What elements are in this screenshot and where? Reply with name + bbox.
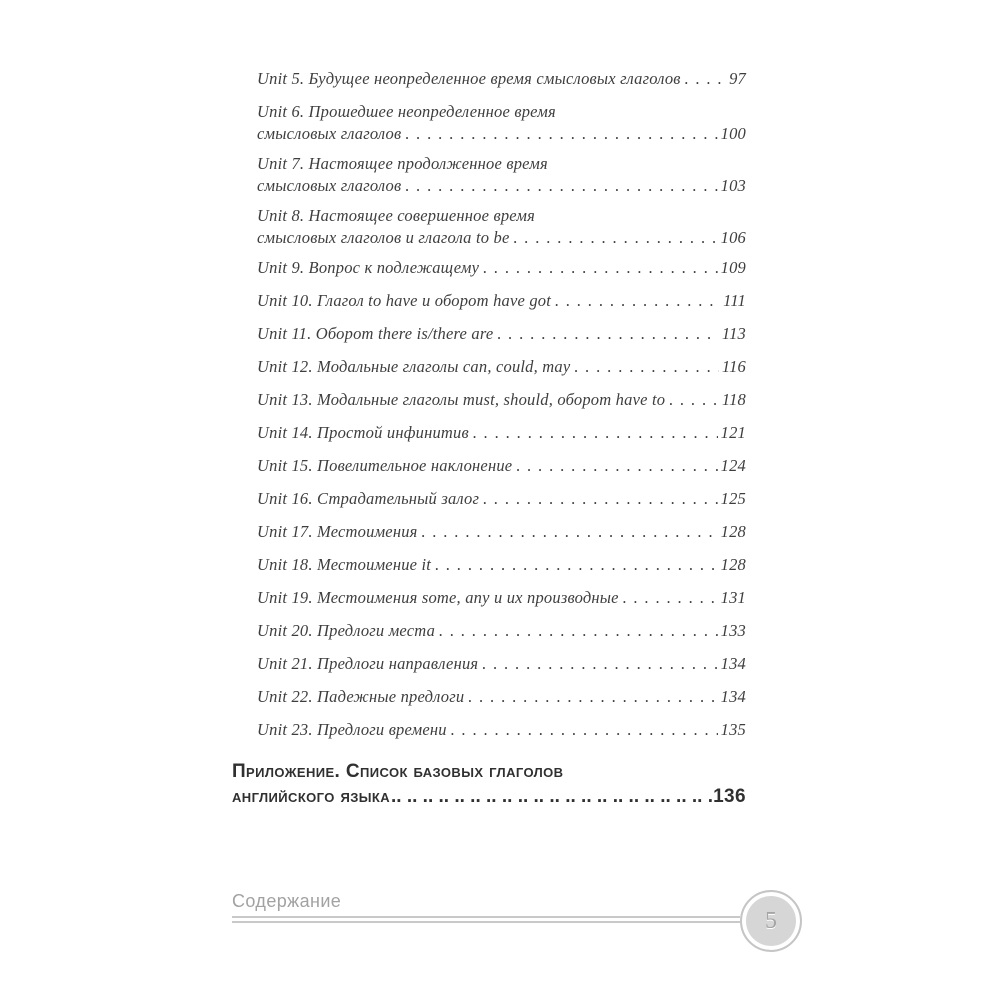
toc-entry-row: [257, 686, 746, 708]
toc-entry: [232, 323, 746, 345]
dot-leader: [422, 521, 718, 543]
toc-entry: [232, 653, 746, 675]
toc-entry-row: [257, 68, 746, 90]
toc-entry: [232, 389, 746, 411]
toc-entry-page: 97: [729, 69, 746, 88]
toc-entry-page: 109: [720, 258, 746, 277]
toc-entry-row: [257, 323, 746, 345]
toc-entry-title: Unit 15. Повелительное наклонение: [257, 456, 513, 475]
toc-entry-page: 135: [720, 720, 746, 739]
toc-entry: [232, 257, 746, 279]
dot-leader: [574, 356, 718, 378]
toc-entry-row: [257, 554, 746, 576]
toc-entry-row: [257, 620, 746, 642]
dot-leader: [405, 175, 717, 197]
toc-entry-title: Unit 16. Страдательный залог: [257, 489, 480, 508]
dot-leader: [516, 455, 717, 477]
toc-entry-page: 100: [720, 124, 746, 143]
dot-leader: [451, 719, 718, 741]
toc-entry-title: смысловых глаголов: [257, 176, 402, 195]
toc-entry-title: Unit 13. Модальные глаголы must, should, оборот have to: [257, 390, 666, 409]
toc-entry-row: [257, 422, 746, 444]
dot-leader: [435, 554, 718, 576]
dot-leader: [555, 290, 720, 312]
dot-leader: [483, 257, 718, 279]
toc-entry-page: 124: [720, 456, 746, 475]
toc-entry-title: Unit 10. Глагол to have и оборот have got: [257, 291, 552, 310]
page-number: 5: [765, 907, 777, 934]
toc-entry: [232, 620, 746, 642]
toc-entry: [232, 205, 746, 249]
toc-entry-page: 118: [721, 390, 746, 409]
footer-double-rule: [232, 916, 740, 923]
toc-entry-row: [257, 455, 746, 477]
dot-leader: [685, 68, 726, 90]
toc-entry: [232, 290, 746, 312]
dot-leader: [468, 686, 717, 708]
toc-entry-row: [257, 290, 746, 312]
toc-entry-page: 111: [723, 291, 746, 310]
toc-entry-title: Unit 22. Падежные предлоги: [257, 687, 465, 706]
toc-entry: [232, 488, 746, 510]
toc-entry-title: Unit 11. Оборот there is/there are: [257, 324, 494, 343]
toc-entry-row: [257, 719, 746, 741]
toc-entry: [232, 521, 746, 543]
toc-entry-title: Unit 9. Вопрос к подлежащему: [257, 258, 480, 277]
page-number-badge: [740, 890, 802, 952]
toc-entry-page: 133: [720, 621, 746, 640]
toc-entry-title: Unit 21. Предлоги направления: [257, 654, 479, 673]
toc-entry-line: Unit 8. Настоящее совершенное время: [257, 206, 535, 225]
toc-entry: [232, 686, 746, 708]
toc-entry-title: Unit 5. Будущее неопределенное время смысловых глаголов: [257, 69, 681, 88]
toc-entry: [232, 719, 746, 741]
toc-entry-row: [232, 784, 746, 809]
toc-entry-page: 134: [720, 654, 746, 673]
dot-leader: [482, 653, 717, 675]
dot-leader: [473, 422, 718, 444]
toc-entry-page: 113: [721, 324, 746, 343]
toc-entry-title: смысловых глаголов и глагола to be: [257, 228, 510, 247]
toc-entry-row: [257, 488, 746, 510]
dot-leader: [623, 587, 718, 609]
toc-entry-page: 128: [720, 522, 746, 541]
toc-entry-title: Unit 14. Простой инфинитив: [257, 423, 469, 442]
toc-entry-page: 103: [720, 176, 746, 195]
toc-entry-row: [257, 389, 746, 411]
dot-leader: [483, 488, 718, 510]
dot-leader: [391, 784, 712, 809]
toc-entry-page: 136: [713, 786, 746, 807]
toc-entry: [232, 356, 746, 378]
toc-entry: [232, 153, 746, 197]
toc-entry: [232, 554, 746, 576]
toc-entry-page: 134: [720, 687, 746, 706]
toc-entry-row: [257, 521, 746, 543]
toc-entry-row: [257, 257, 746, 279]
toc-entry-line: Unit 7. Настоящее продолженное время: [257, 154, 548, 173]
toc-entry-line: Приложение. Список базовых глаголов: [232, 761, 564, 782]
toc-entry-title: английского языка: [232, 786, 390, 807]
toc-entry-row: [257, 227, 746, 249]
toc-entry-page: 106: [720, 228, 746, 247]
toc-entry: [232, 422, 746, 444]
toc-entry-title: Unit 19. Местоимения some, any и их производные: [257, 588, 619, 607]
dot-leader: [439, 620, 718, 642]
toc-entry-title: Unit 12. Модальные глаголы can, could, may: [257, 357, 571, 376]
toc-entry: [232, 101, 746, 145]
toc-entry: [232, 455, 746, 477]
dot-leader: [497, 323, 718, 345]
toc-entry-row: [257, 356, 746, 378]
toc-entry-title: смысловых глаголов: [257, 124, 402, 143]
toc-entry: [232, 587, 746, 609]
footer-section-label: Содержание: [232, 891, 342, 911]
toc-entry-row: [257, 653, 746, 675]
toc-entry: [232, 68, 746, 90]
toc-entry-row: [257, 587, 746, 609]
dot-leader: [405, 123, 717, 145]
toc-entry-title: Unit 17. Местоимения: [257, 522, 418, 541]
toc-entry-title: Unit 18. Местоимение it: [257, 555, 432, 574]
toc-entry-title: Unit 23. Предлоги времени: [257, 720, 447, 739]
dot-leader: [513, 227, 717, 249]
toc-entry: [232, 759, 746, 809]
toc-entry-title: Unit 20. Предлоги места: [257, 621, 436, 640]
toc-entry-page: 125: [720, 489, 746, 508]
dot-leader: [669, 389, 719, 411]
toc-entry-line: Unit 6. Прошедшее неопределенное время: [257, 102, 556, 121]
toc-entry-page: 131: [720, 588, 746, 607]
toc-entry-page: 116: [721, 357, 746, 376]
toc-entry-row: [257, 123, 746, 145]
toc-entry-row: [257, 175, 746, 197]
toc-entry-page: 121: [720, 423, 746, 442]
toc-list: [232, 68, 746, 817]
toc-entry-page: 128: [720, 555, 746, 574]
